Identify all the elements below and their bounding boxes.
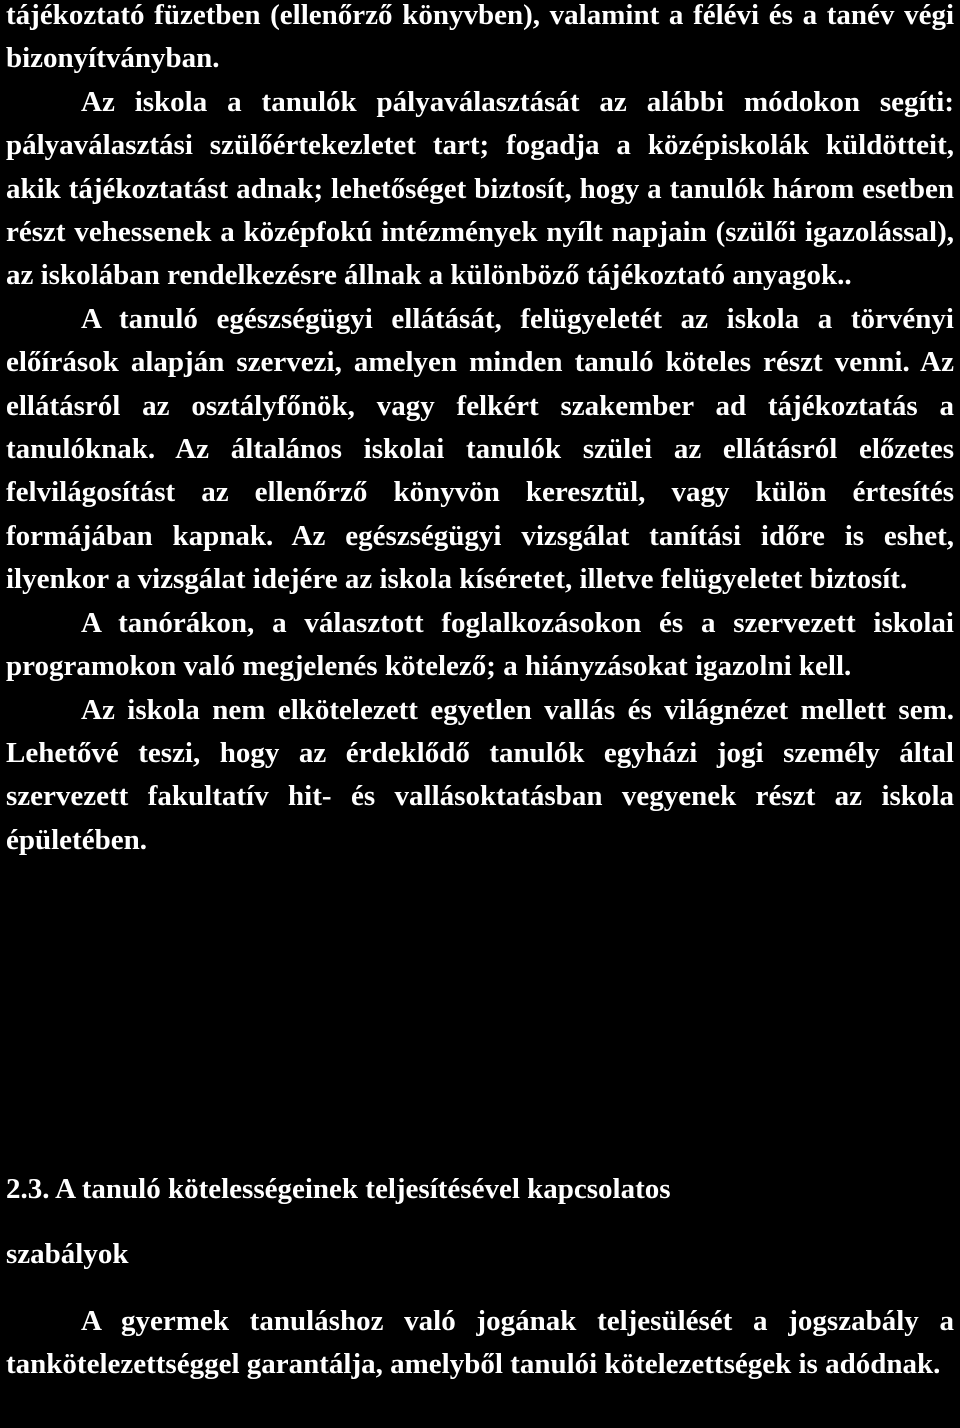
paragraph-attendance: A tanórákon, a választott foglalkozásokon és a szervezett iskolai programokon való megjelenés kötelező; a hiányzásokat igazolni kell. — [6, 606, 954, 683]
section-heading: 2.3. A tanuló kötelességeinek teljesítésével kapcsolatos — [6, 1173, 671, 1205]
paragraph-career-guidance: Az iskola a tanulók pályaválasztását az alábbi módokon segíti: pályaválasztási szülőértekezletet tart; fogadja a középiskolák küldötteit, akik tájékoztatást adnak; lehetőséget biztosít, hogy a tanulók három esetben részt vehessenek a középfokú intézmények nyílt napjain (szülői igazolással), az iskolában rendelkezésre állnak a különböző tájékoztató anyagok.. — [6, 85, 954, 292]
paragraph-religion: Az iskola nem elkötelezett egyetlen vallás és világnézet mellett sem. Lehetővé teszi, hogy az érdeklődő tanulók egyházi jogi személy által szervezett fakultatív hit- és vallásoktatásban vegyenek részt az iskola épületében. — [6, 693, 954, 856]
section-heading-continuation: szabályok — [6, 1238, 129, 1270]
paragraph-continuation: tájékoztató füzetben (ellenőrző könyvben), valamint a félévi és a tanév végi bizonyítványban. — [6, 0, 954, 75]
paragraph-compulsory-education: A gyermek tanuláshoz való jogának teljesülését a jogszabály a tankötelezettséggel garantálja, amelyből tanulói kötelezettségek is adódnak. — [6, 1305, 954, 1381]
body-text — [6, 0, 954, 862]
closing-text — [6, 1300, 954, 1387]
document-page — [6, 0, 954, 1381]
paragraph-health-care: A tanuló egészségügyi ellátását, felügyeletét az iskola a törvényi előírások alapján szervezi, amelyen minden tanuló köteles részt venni. Az ellátásról az osztályfőnök, vagy felkért szakember ad tájékoztatás a tanulóknak. Az általános iskolai tanulók szülei az ellátásról előzetes felvilágosítást az ellenőrző könyvön keresztül, vagy külön értesítés formájában kapnak. Az egészségügyi vizsgálat tanítási időre is eshet, ilyenkor a vizsgálat idejére az iskola kíséretet, illetve felügyeletet biztosít. — [6, 302, 954, 596]
